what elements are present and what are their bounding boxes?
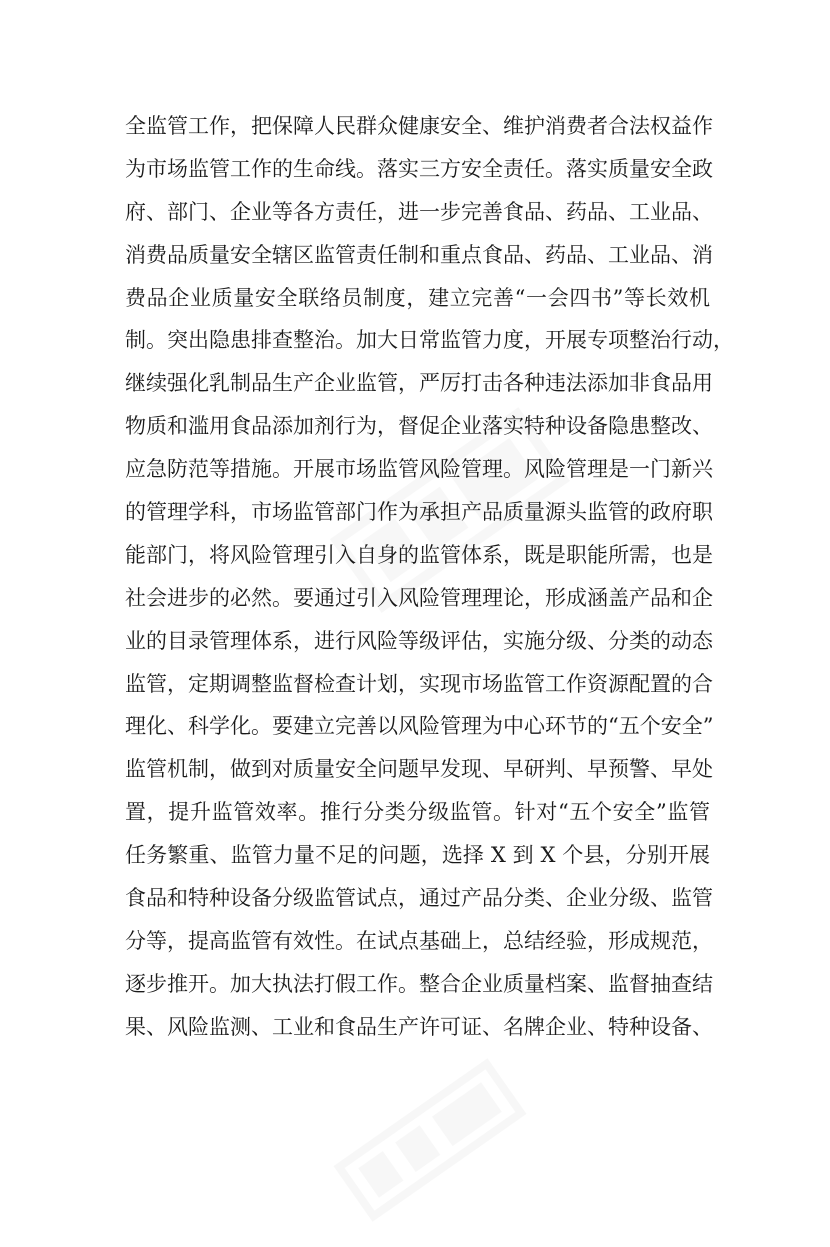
text-line: 食品和特种设备分级监管试点，通过产品分类、企业分级、监管 [125,886,713,911]
watermark-fragment-icon [314,1033,547,1246]
text-line: 消费品质量安全辖区监管责任制和重点食品、药品、工业品、消 [125,242,713,267]
text-line: 监管机制，做到对质量安全问题早发现、早研判、早预警、早处 [125,757,713,782]
text-line: 社会进步的必然。要通过引入风险管理理论，形成涵盖产品和企 [125,585,713,610]
text-line: 能部门，将风险管理引入自身的监管体系，既是职能所需，也是 [125,542,713,567]
text-line: 府、部门、企业等各方责任，进一步完善食品、药品、工业品、 [125,199,713,224]
body-text [125,105,734,1049]
text-line: 为市场监管工作的生命线。落实三方安全责任。落实质量安全政 [125,156,713,181]
text-line: 应急防范等措施。开展市场监管风险管理。风险管理是一门新兴 [125,457,713,482]
text-line: 的管理学科，市场监管部门作为承担产品质量源头监管的政府职 [125,500,713,525]
text-line: 果、风险监测、工业和食品生产许可证、名牌企业、特种设备、 [125,1014,713,1039]
text-line: 业的目录管理体系，进行风险等级评估，实施分级、分类的动态 [125,628,713,653]
text-line: 制。突出隐患排查整治。加大日常监管力度，开展专项整治行动， [125,328,734,353]
text-line: 物质和滥用食品添加剂行为，督促企业落实特种设备隐患整改、 [125,414,713,439]
text-line: 全监管工作，把保障人民群众健康安全、维护消费者合法权益作 [125,114,713,138]
text-line: 费品企业质量安全联络员制度，建立完善“一会四书”等长效机 [125,285,710,310]
text-line: 理化、科学化。要建立完善以风险管理为中心环节的“五个安全” [125,714,714,739]
text-line: 置，提升监管效率。推行分类分级监管。针对“五个安全”监管 [125,800,710,825]
text-line: 逐步推开。加大执法打假工作。整合企业质量档案、监督抽查结 [125,971,713,996]
text-line: 分等，提高监管有效性。在试点基础上，总结经验，形成规范， [125,928,713,953]
text-line: 监管，定期调整监督检查计划，实现市场监管工作资源配置的合 [125,671,713,696]
text-line: 继续强化乳制品生产企业监管，严厉打击各种违法添加非食品用 [125,371,713,396]
text-line: 任务繁重、监管力量不足的问题，选择 X 到 X 个县，分别开展 [125,843,710,868]
